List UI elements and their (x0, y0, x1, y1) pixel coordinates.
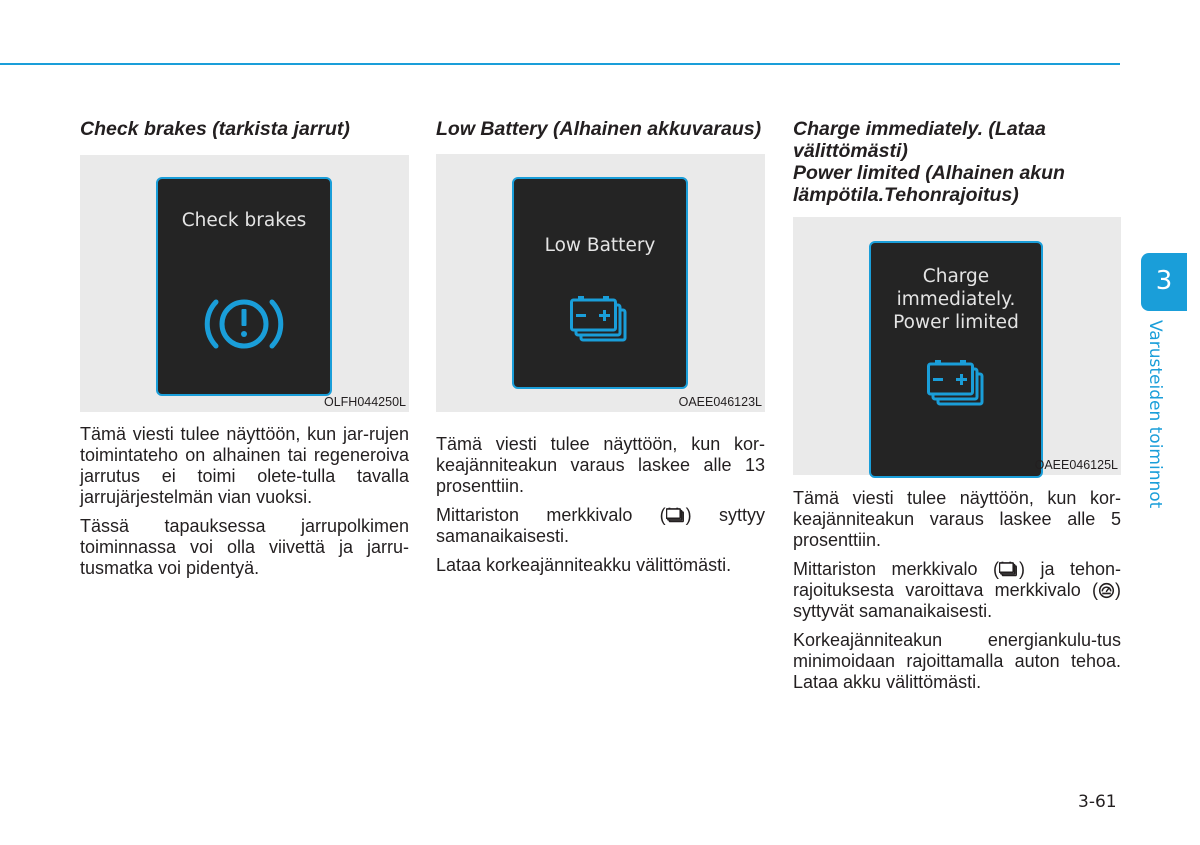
paragraph: Tämä viesti tulee näyttöön, kun kor-keajänniteakun varaus laskee alle 13 prosenttiin. (436, 434, 765, 496)
section-low-battery (436, 118, 765, 584)
display-message: Low Battery (544, 235, 656, 256)
cluster-figure (793, 217, 1121, 475)
cluster-figure (80, 155, 409, 412)
battery-icon (666, 507, 686, 524)
power-limited-icon (1098, 582, 1115, 599)
paragraph-text: ) syttyy samanaikaisesti. (436, 505, 765, 546)
header-rule (0, 63, 1120, 65)
figure-code: OLFH044250L (323, 395, 406, 409)
paragraph: Lataa korkeajänniteakku välittömästi. (436, 555, 732, 575)
chapter-tab (1141, 253, 1187, 311)
paragraph-text: ) syttyvät samanaikaisesti. (793, 580, 1121, 621)
paragraph-text: Mittariston merkkivalo ( (436, 505, 666, 525)
brake-warning-icon (204, 292, 284, 356)
cluster-figure (436, 154, 765, 412)
battery-icon (570, 296, 634, 346)
chapter-title: Varusteiden toiminnot (1145, 320, 1165, 509)
cluster-display (869, 241, 1043, 478)
section-heading: Check brakes (tarkista jarrut) (80, 118, 350, 140)
paragraph: Tässä tapauksessa jarrupolkimen toiminnassa voi olla viivettä ja jarru-tusmatka voi pidentyä. (80, 516, 409, 578)
display-message: immediately. (896, 289, 1016, 310)
cluster-display (156, 177, 332, 396)
battery-icon (927, 360, 991, 410)
section-charge-immediately (793, 118, 1121, 701)
figure-code: OAEE046125L (1034, 458, 1118, 472)
battery-icon (999, 561, 1019, 578)
display-message: Charge (922, 266, 990, 287)
figure-code: OAEE046123L (678, 395, 762, 409)
section-heading: Power limited (Alhainen akun lämpötila.Tehonrajoitus) (793, 162, 1065, 206)
section-heading: Charge immediately. (Lataa välittömästi) (793, 118, 1046, 162)
paragraph: Tämä viesti tulee näyttöön, kun jar-rujen toimintateho on alhainen tai regeneroiva jarrutus ei toimi olete-tulla tavalla jarrujärjestelmän vian vuoksi. (80, 424, 409, 507)
paragraph (436, 505, 765, 547)
section-heading: Low Battery (Alhainen akkuvaraus) (436, 118, 762, 140)
paragraph-text: ) ja tehon-rajoituksesta varoittava merkkivalo ( (793, 559, 1121, 600)
paragraph (793, 559, 1121, 622)
display-message: Power limited (893, 312, 1019, 333)
page-number: 3-61 (1078, 792, 1117, 812)
paragraph: Korkeajänniteakun energiankulu-tus minimoidaan rajoittamalla auton tehoa. Lataa akku välittömästi. (793, 630, 1121, 692)
paragraph-text: Mittariston merkkivalo ( (793, 559, 999, 579)
chapter-number: 3 (1155, 266, 1173, 296)
section-check-brakes (80, 118, 409, 587)
paragraph: Tämä viesti tulee näyttöön, kun kor-keajänniteakun varaus laskee alle 5 prosenttiin. (793, 488, 1121, 550)
display-message: Check brakes (181, 210, 307, 231)
cluster-display (512, 177, 688, 389)
